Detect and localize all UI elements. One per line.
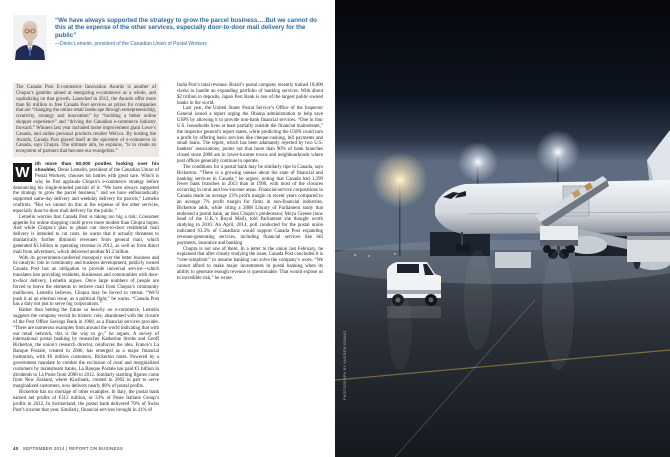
paragraph: Denis Lemelin, president of the Canadian Union of Postal Workers, chooses his battles with great care. Which is why he first applauds Chopra’s e-commerce strategy before denouncing his single-minded pursuit of it. “We have always supported the strategy to grow the parcel business,” and we have enthusiastically supported same-day delivery and weekday delivery for parcels,” Lemelin confirms. “But we cannot do this at the expense of the other services, especially door-to-door mail delivery for the public.”: [13, 167, 159, 214]
paragraph: Bickerton has no shortage of other examples. In Italy, the postal bank earned net profits of €312 million, or 33% of Poste Italiane Group’s profits in 2012. In Switzerland, the postal bank delivered 70% of Swiss Post’s income that year. Similarly, financial services brought in 41% of: [13, 390, 159, 413]
pull-quote-text: “We have always supported the strategy to grow the parcel business.…But we cannot do this at the expense of the other services, especially door-to-door mail delivery for the public”: [55, 17, 317, 39]
paragraph: Lemelin worries that Canada Post is taking too big a risk: Consumer appetite for online shopping could prove more modest than Chopra hopes. And while Chopra’s plan to phase out door-to-door residential mail delivery is intended to cut costs, he warns that it actually threatens to dramatically further diminish revenues from general mail, which generated $3 billion in operating revenue in 2013, as well as from direct mail from advertisers, which delivered another $1.2 billion.: [13, 214, 159, 255]
issue-label: SEPTEMBER 2014 | REPORT ON BUSINESS: [22, 446, 124, 451]
photo-credit: [337, 250, 347, 400]
page-number: 40: [13, 446, 19, 451]
paragraph: The conditions for a postal bank may be similarly ripe in Canada, says Bickerton. “There is a growing unease about the state of financial and banking services in Canada,” he argues, noting that Canada had 1,299 fewer bank branches in 2013 than in 1990, with most of the closures occurring in rural and low-income areas. Financial-service corporations in Canada made an average 23% profit margin in recent years compared to an average 7% profit margin for firms in non-financial industries, Bickerton adds, while citing a 2008 Library of Parliament study that endorsed a postal bank, an idea Chopra’s predecessor, Moya Greene (now head of the U.K.’s Royal Mail), told Parliament she thought worth studying in 2010. An April, 2014, poll conducted for the postal union indicated 63.3% of Canadians would support Canada Post expanding revenue-generating services, including financial services like bill payments, insurance and banking.: [177, 164, 323, 246]
article-column-1: [13, 83, 159, 413]
lead-in-text: ith more than 50,000 postles looking over his shoulder,: [35, 162, 159, 173]
section-opening: [13, 162, 159, 215]
cargo-plane-photo-icon: [335, 0, 670, 457]
paragraph: Chopra is not one of them. In a letter to the union last February, he explained that after closely studying the issue, Canada Post concluded it is “over-simplistic” to assume banking can solve the company’s woes. “We cannot afford to make major investments in postal banking when its ability to generate enough revenue is questionable. That would expose us to incredible risk,” he wrote.: [177, 246, 323, 281]
paragraph: Last year, the United States Postal Service’s Office of the Inspector General issued a report urging the Obama administration to help save USPS by allowing it to provide non-bank financial services. “One in four U.S. households lives at least partially outside the financial mainstream,” the inspector general’s report states, while predicting the USPS could turn a profit by offering basic services like cheque-cashing, bill payments and small loans. The report, which has been adamantly rejected by two U.S. bankers’ associations, points out that more than 90% of bank branches closed since 2008 are in lower-income towns and neighbourhoods where post offices generally continue to operate.: [177, 106, 323, 164]
paragraph: India Post’s total revenue. Brazil’s postal company recently trained 18,000 clerks to handle an expanding portfolio of banking services. With about $2 trillion in deposits, Japan Post Bank is one of the largest public-owned banks in the world.: [177, 83, 323, 106]
intro-paragraph: The Canada Post E-commerce Innovation Awards is another of Chopra’s gambits aimed at energizing e-commerce as a whole, and capitalizing on that growth. Launched in 2012, the Awards offer more than $1 million in free Canada Post services as prizes for companies that are “changing the online retail landscape through entrepreneurship, creativity, strategy and innovation” by “building a better online shopper experience” and “driving the Canadian e-commerce industry forward.” Winners last year included home improvement giant Lowe’s Canada, and online personal products retailer Well.ca. By hosting the Awards, Canada Post placed itself at the epicentre of e-commerce in Canada, says Chopra. The ultimate aim, he explains, “is to create an ecosystem of partners that become our evangelists.”: [16, 85, 157, 155]
drop-cap: W: [13, 163, 32, 182]
intro-sidebar: [13, 83, 159, 157]
paragraph: Rather than betting the future so heavily on e-commerce, Lemelin suggests the company revisit its historic role, abandoned with the closure of the Post Office Savings Bank in 1968, as a financial services provider. “There are numerous examples from around the world indicating that with our retail network, this is the way to go,” he argues. A survey of international postal banking by researcher Katherine Strohs and Geoff Bickerton, the union’s research director, reinforces the idea. France’s La Banque Postale, created in 2006, has emerged as a major financial institution, with €6 million customers, Bickerton notes. Powered by a government mandate to combat the exclusion of rural and marginalized customers by mainstream banks, La Banque Postale has paid €1 billion in dividends to La Poste from 2008 to 2012. Similarly startling figures come from New Zealand, where Kiwibank, created in 2002 in part to serve marginalized customers, now delivers nearly 80% of postal profits.: [13, 308, 159, 390]
photo-credit-text: PHOTOGRAPH BY ANDREW ROWAT: [343, 330, 347, 400]
feature-photo: [335, 0, 670, 457]
paragraph: With its government-conferred monopoly over the letter business and its catalytic role in community and business development, publicly owned Canada Post has an obligation to provide universal service—which translates into providing residents, businesses and communities with door-to-door delivery, Lemelin argues. Once large numbers of people are forced to brave the elements to retrieve mail from Chopra’s community mailboxes, Lemelin believes, Chopra may be forced to retreat. “We’ll push it as an election issue, as a political fight,” he warns. “Canada Post has a duty not just to serve big corporations.”: [13, 255, 159, 308]
portrait-photo-icon: [13, 15, 47, 60]
pull-quote: [55, 17, 323, 47]
pull-quote-attribution: —Denis Lemelin, president of the Canadian Union of Postal Workers: [55, 41, 207, 48]
page-folio: [13, 446, 123, 451]
article-column-2: [177, 83, 323, 282]
